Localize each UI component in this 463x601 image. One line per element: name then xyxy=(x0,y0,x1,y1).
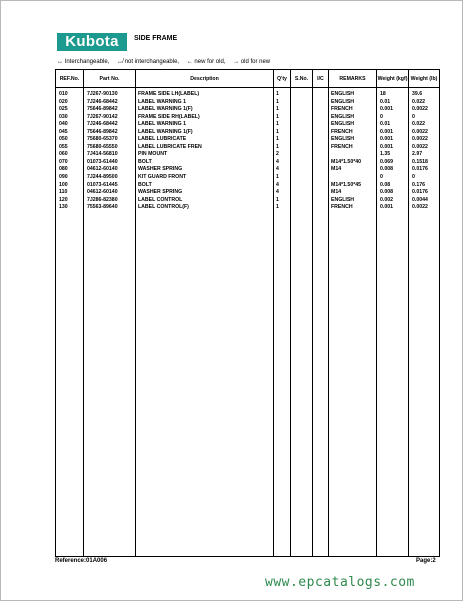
cell-weight-kgf: 0.08 xyxy=(380,181,391,188)
cell-weight-kgf: 0.002 xyxy=(380,196,393,203)
cell-remarks: M14*1.50*45 xyxy=(331,181,361,188)
cell-part-no: 7J267-90142 xyxy=(87,113,118,120)
cell-part-no: 7J246-68442 xyxy=(87,121,118,128)
cell-ref-no: 110 xyxy=(59,189,68,196)
cell-description: WASHER SPRING xyxy=(138,166,183,173)
cell-description: LABEL WARNING 1(F) xyxy=(138,106,193,113)
cell-ref-no: 040 xyxy=(59,121,68,128)
cell-weight-lb: 0.0022 xyxy=(412,136,428,143)
column-header-description: Description xyxy=(190,75,219,82)
column-header-serial-no: S.No. xyxy=(294,75,309,82)
cell-ref-no: 100 xyxy=(59,181,68,188)
table-row xyxy=(56,144,439,152)
kubota-logo: Kubota xyxy=(57,33,127,51)
cell-ref-no: 010 xyxy=(59,91,68,97)
cell-part-no: 7J414-56810 xyxy=(87,151,118,158)
cell-part-no: 04612-60140 xyxy=(87,189,118,196)
table-row xyxy=(56,99,439,107)
cell-weight-kgf: 0.01 xyxy=(380,98,391,105)
cell-description: FRAME SIDE LH(LABEL) xyxy=(138,91,200,97)
cell-weight-kgf: 18 xyxy=(380,91,386,97)
column-header-ref-no: REF.No. xyxy=(59,75,80,82)
table-row xyxy=(56,129,439,137)
cell-remarks: M14 xyxy=(331,189,342,196)
cell-description: PIN MOUNT xyxy=(138,151,168,158)
cell-qty: 1 xyxy=(276,91,279,97)
cell-part-no: 75680-65550 xyxy=(87,143,118,150)
cell-description: KIT GUARD FRONT xyxy=(138,174,187,181)
table-row xyxy=(56,166,439,174)
cell-qty: 4 xyxy=(276,158,279,165)
column-header-qty: Q'ty xyxy=(277,75,287,82)
reference-number: Reference:01A006 xyxy=(55,558,108,564)
cell-weight-lb: 0.022 xyxy=(412,98,425,105)
cell-ref-no: 060 xyxy=(59,151,68,158)
cell-remarks: FRENCH xyxy=(331,106,353,113)
cell-ref-no: 080 xyxy=(59,166,68,173)
cell-remarks: FRENCH xyxy=(331,204,353,211)
cell-ref-no: 070 xyxy=(59,158,68,165)
table-row xyxy=(56,189,439,197)
cell-weight-kgf: 0.001 xyxy=(380,204,393,211)
cell-qty: 1 xyxy=(276,136,279,143)
cell-part-no: 75563-89640 xyxy=(87,204,118,211)
cell-ref-no: 130 xyxy=(59,204,68,211)
cell-qty: 4 xyxy=(276,189,279,196)
cell-qty: 4 xyxy=(276,166,279,173)
table-row xyxy=(56,174,439,182)
table-row xyxy=(56,151,439,159)
column-header-remarks: REMARKS xyxy=(339,75,366,82)
cell-ref-no: 120 xyxy=(59,196,68,203)
cell-description: LABEL WARNING 1 xyxy=(138,98,187,105)
cell-weight-lb: 0.0022 xyxy=(412,204,428,211)
column-header-part-no: Part No. xyxy=(99,75,120,82)
cell-ref-no: 025 xyxy=(59,106,68,113)
cell-qty: 2 xyxy=(276,151,279,158)
cell-remarks: M14 xyxy=(331,166,342,173)
cell-qty: 1 xyxy=(276,106,279,113)
cell-remarks: ENGLISH xyxy=(331,98,355,105)
parts-table xyxy=(55,69,440,557)
cell-part-no: 75680-65370 xyxy=(87,136,118,143)
cell-qty: 1 xyxy=(276,128,279,135)
cell-part-no: 7J246-68442 xyxy=(87,98,118,105)
cell-part-no: 75646-89842 xyxy=(87,128,118,135)
cell-qty: 1 xyxy=(276,174,279,181)
cell-ref-no: 020 xyxy=(59,98,68,105)
cell-part-no: 01073-61440 xyxy=(87,158,118,165)
cell-weight-kgf: 0.001 xyxy=(380,128,393,135)
cell-description: LABEL LUBRICATE FREN xyxy=(138,143,202,150)
cell-weight-kgf: 1.35 xyxy=(380,151,391,158)
cell-ref-no: 055 xyxy=(59,143,68,150)
cell-ref-no: 045 xyxy=(59,128,68,135)
cell-qty: 1 xyxy=(276,113,279,120)
cell-description: LABEL CONTROL xyxy=(138,196,183,203)
cell-weight-kgf: 0.001 xyxy=(380,143,393,150)
cell-remarks: ENGLISH xyxy=(331,196,355,203)
cell-weight-kgf: 0.008 xyxy=(380,189,393,196)
column-header-weight-lb: Weight (lb) xyxy=(410,75,438,82)
cell-description: FRAME SIDE RH(LABEL) xyxy=(138,113,200,120)
cell-qty: 1 xyxy=(276,121,279,128)
cell-remarks: ENGLISH xyxy=(331,91,355,97)
cell-weight-kgf: 0.069 xyxy=(380,158,393,165)
cell-weight-lb: 0.022 xyxy=(412,121,425,128)
legend-item-not-interchangeable: ↮ not interchangeable, xyxy=(117,59,180,65)
cell-ref-no: 090 xyxy=(59,174,68,181)
cell-weight-lb: 0.176 xyxy=(412,181,425,188)
legend-item-old-for-new: → old for new xyxy=(233,59,271,65)
cell-remarks: FRENCH xyxy=(331,143,353,150)
cell-remarks: FRENCH xyxy=(331,128,353,135)
table-row xyxy=(56,106,439,114)
cell-description: LABEL LUBRICATE xyxy=(138,136,187,143)
cell-weight-lb: 0.0044 xyxy=(412,196,428,203)
table-row xyxy=(56,136,439,144)
cell-part-no: 7J244-89500 xyxy=(87,174,118,181)
cell-qty: 1 xyxy=(276,98,279,105)
table-row xyxy=(56,121,439,129)
interchangeability-legend xyxy=(57,59,276,65)
cell-description: WASHER SPRING xyxy=(138,189,183,196)
table-row xyxy=(56,91,439,99)
cell-qty: 1 xyxy=(276,196,279,203)
cell-qty: 1 xyxy=(276,204,279,211)
cell-qty: 4 xyxy=(276,181,279,188)
cell-part-no: 7J267-90130 xyxy=(87,91,118,97)
cell-qty: 1 xyxy=(276,143,279,150)
table-body xyxy=(56,91,439,212)
cell-weight-kgf: 0.01 xyxy=(380,121,391,128)
table-row xyxy=(56,159,439,167)
cell-weight-lb: 39.6 xyxy=(412,91,423,97)
cell-weight-lb: 0.1518 xyxy=(412,158,428,165)
cell-remarks: ENGLISH xyxy=(331,136,355,143)
cell-part-no: 7J286-82380 xyxy=(87,196,118,203)
cell-weight-lb: 0.0022 xyxy=(412,128,428,135)
column-header-ic: I/C xyxy=(317,75,324,82)
cell-weight-lb: 0.0176 xyxy=(412,166,428,173)
cell-ref-no: 030 xyxy=(59,113,68,120)
cell-weight-kgf: 0.001 xyxy=(380,136,393,143)
page-title: SIDE FRAME xyxy=(134,35,178,42)
cell-weight-kgf: 0.008 xyxy=(380,166,393,173)
page-number: Page:2 xyxy=(416,558,436,564)
table-row xyxy=(56,182,439,190)
table-row xyxy=(56,204,439,212)
cell-weight-lb: 0.0022 xyxy=(412,143,428,150)
column-header-weight-kgf: Weight (kgf) xyxy=(377,75,408,82)
cell-remarks: ENGLISH xyxy=(331,113,355,120)
cell-part-no: 04612-60140 xyxy=(87,166,118,173)
cell-weight-kgf: 0 xyxy=(380,174,383,181)
cell-weight-kgf: 0 xyxy=(380,113,383,120)
legend-item-interchangeable: ↔ Interchangeable, xyxy=(57,59,110,65)
cell-weight-lb: 2.97 xyxy=(412,151,423,158)
cell-remarks: ENGLISH xyxy=(331,121,355,128)
cell-description: LABEL CONTROL(F) xyxy=(138,204,189,211)
legend-item-new-for-old: ← new for old, xyxy=(186,59,226,65)
cell-weight-lb: 0 xyxy=(412,113,415,120)
cell-part-no: 01073-61445 xyxy=(87,181,118,188)
cell-remarks: M14*1.50*40 xyxy=(331,158,361,165)
cell-part-no: 75646-89842 xyxy=(87,106,118,113)
cell-description: LABEL WARNING 1 xyxy=(138,121,187,128)
cell-description: LABEL WARNING 1(F) xyxy=(138,128,193,135)
table-row xyxy=(56,114,439,122)
cell-ref-no: 050 xyxy=(59,136,68,143)
cell-description: BOLT xyxy=(138,158,152,165)
watermark-text: www.epcatalogs.com xyxy=(265,575,415,590)
cell-description: BOLT xyxy=(138,181,152,188)
cell-weight-lb: 0 xyxy=(412,174,415,181)
table-row xyxy=(56,197,439,205)
cell-weight-kgf: 0.001 xyxy=(380,106,393,113)
cell-weight-lb: 0.0176 xyxy=(412,189,428,196)
cell-weight-lb: 0.0022 xyxy=(412,106,428,113)
